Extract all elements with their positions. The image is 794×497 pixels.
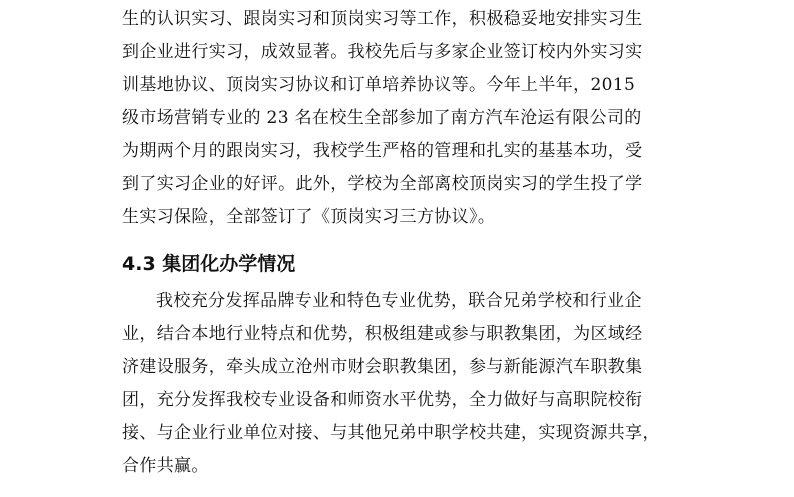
paragraph-line: 为期两个月的跟岗实习，我校学生严格的管理和扎实的基基本功，受 (122, 141, 643, 161)
paragraph-line: 级市场营销专业的 23 名在校生全部参加了南方汽车沧运有限公司的 (122, 108, 642, 128)
paragraph-line: 生实习保险，全部签订了《顶岗实习三方协议》。 (122, 207, 496, 227)
paragraph-line: 我校充分发挥品牌专业和特色专业优势，联合兄弟学校和行业企 (156, 291, 642, 311)
paragraph-line: 接、与企业行业单位对接、与其他兄弟中职学校共建，实现资源共享， (122, 423, 660, 443)
paragraph-line: 训基地协议、顶岗实习协议和订单培养协议等。今年上半年，2015 (122, 75, 636, 95)
paragraph-line: 到了实习企业的好评。此外，学校为全部离校顶岗实习的学生投了学 (122, 174, 643, 194)
section-heading: 4.3 集团化办学情况 (122, 253, 296, 275)
paragraph-line: 生的认识实习、跟岗实习和顶岗实习等工作，积极稳妥地安排实习生 (122, 9, 643, 29)
paragraph-line: 业，结合本地行业特点和优势，积极组建或参与职教集团，为区域经 (122, 324, 643, 344)
paragraph-line: 团，充分发挥我校专业设备和师资水平优势，全力做好与高职院校衔 (122, 390, 643, 410)
paragraph-line: 合作共赢。 (122, 456, 209, 476)
paragraph-line: 济建设服务，牵头成立沧州市财会职教集团，参与新能源汽车职教集 (122, 357, 643, 377)
paragraph-line: 到企业进行实习，成效显著。我校先后与多家企业签订校内外实习实 (122, 42, 643, 62)
